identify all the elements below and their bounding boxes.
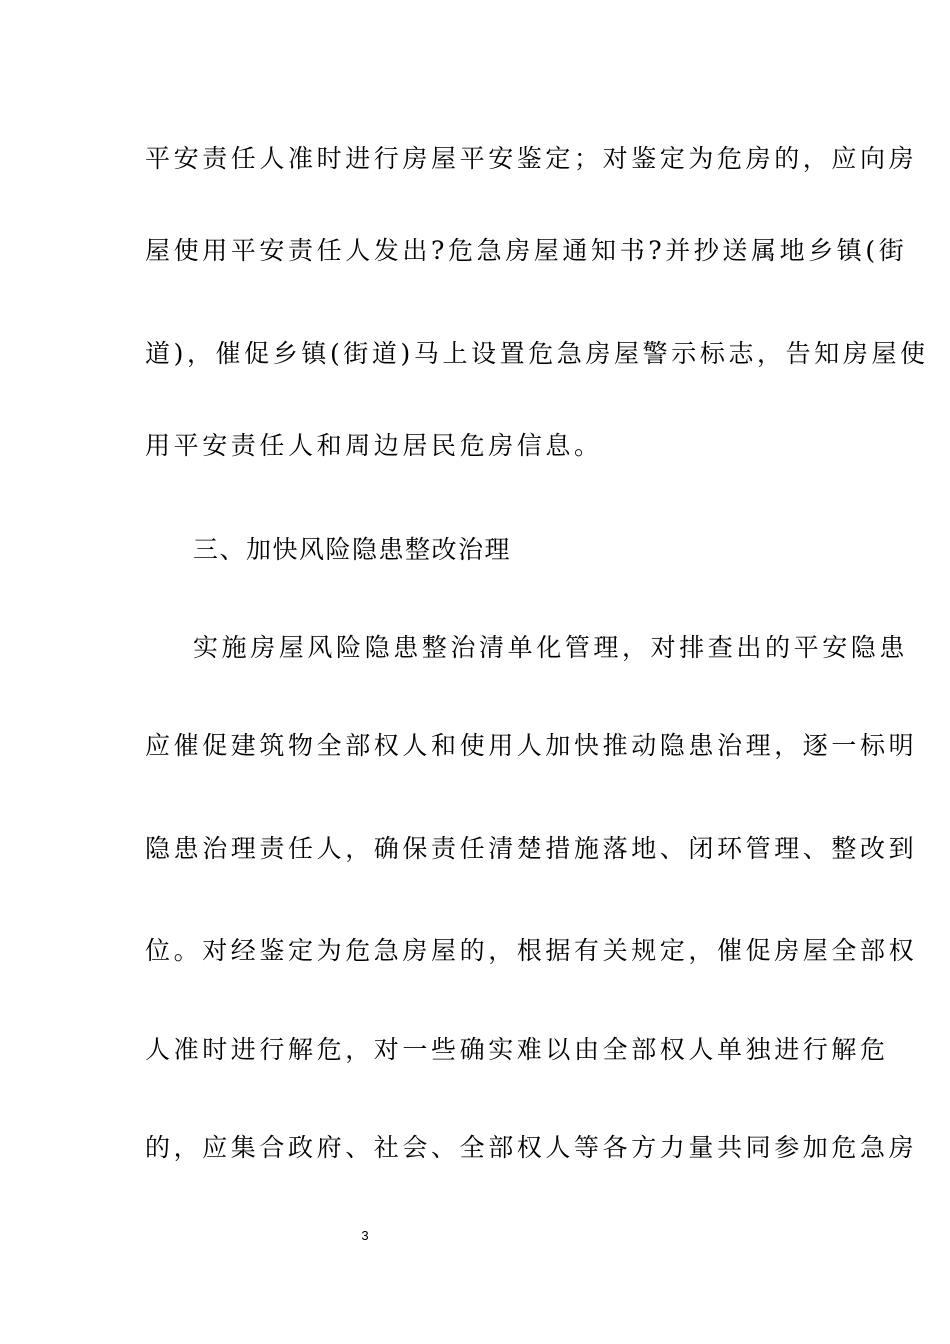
- paragraph-2-line-3: 隐患治理责任人，确保责任清楚措施落地、闭环管理、整改到: [145, 834, 918, 863]
- paragraph-2-line-1: 实施房屋风险隐患整治清单化管理，对排查出的平安隐患: [193, 633, 909, 662]
- paragraph-2-line-4: 位。对经鉴定为危急房屋的，根据有关规定，催促房屋全部权: [145, 936, 918, 965]
- page-number: 3: [361, 1228, 369, 1243]
- section-heading: 三、加快风险隐患整改治理: [193, 535, 512, 564]
- paragraph-1-line-2: 屋使用平安责任人发出?危急房屋通知书?并抄送属地乡镇(街: [145, 236, 908, 265]
- paragraph-1-line-3: 道)，催促乡镇(街道)马上设置危急房屋警示标志，告知房屋使: [145, 339, 929, 368]
- paragraph-2-line-2: 应催促建筑物全部权人和使用人加快推动隐患治理，逐一标明: [145, 731, 918, 760]
- paragraph-2-line-5: 人准时进行解危，对一些确实难以由全部权人单独进行解危: [145, 1035, 889, 1064]
- paragraph-2-line-6: 的，应集合政府、社会、全部权人等各方力量共同参加危急房: [145, 1133, 918, 1162]
- paragraph-1-line-4: 用平安责任人和周边居民危房信息。: [145, 431, 603, 460]
- paragraph-1-line-1: 平安责任人准时进行房屋平安鉴定；对鉴定为危房的，应向房: [145, 144, 918, 173]
